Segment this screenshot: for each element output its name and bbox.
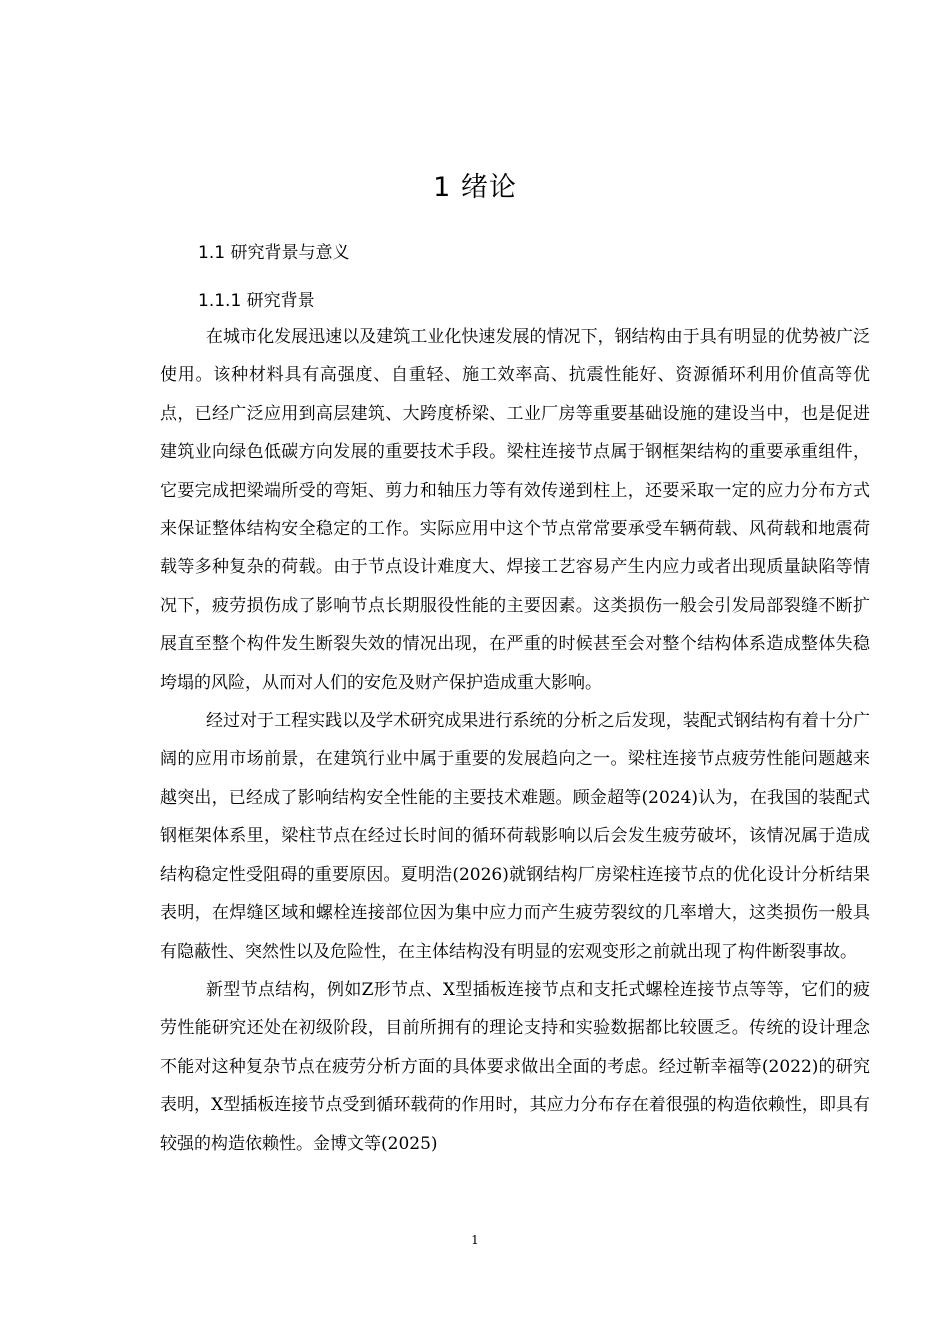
paragraph-engineering-analysis: 经过对于工程实践以及学术研究成果进行系统的分析之后发现，装配式钢结构有着十分广阔的应用市场前景，在建筑行业中属于重要的发展趋向之一。梁柱连接节点疲劳性能问题越来越突出，已经成了影响结构安全性能的主要技术难题。顾金超等(2024)认为，在我国的装配式钢框架体系里，梁柱节点在经过长时间的循环荷载影响以后会发生疲劳破坏，该情况属于造成结构稳定性受阻碍的重要原因。夏明浩(2026)就钢结构厂房梁柱连接节点的优化设计分析结果表明，在焊缝区域和螺栓连接部位因为集中应力而产生疲劳裂纹的几率增大，这类损伤一般具有隐蔽性、突然性以及危险性，在主体结构没有明显的宏观变形之前就出现了构件断裂事故。	[160, 711, 870, 962]
subsection-heading: 1.1.1 研究背景	[198, 291, 315, 311]
section-heading: 1.1 研究背景与意义	[198, 243, 350, 263]
paragraph-new-joint-structures: 新型节点结构，例如Z形节点、X型插板连接节点和支托式螺栓连接节点等等，它们的疲劳性能研究还处在初级阶段，目前所拥有的理论支持和实验数据都比较匮乏。传统的设计理念不能对这种复杂节点在疲劳分析方面的具体要求做出全面的考虑。经过靳幸福等(2022)的研究表明，X型插板连接节点受到循环载荷的作用时，其应力分布存在着很强的构造依赖性，即具有较强的构造依赖性。金博文等(2025)	[160, 979, 870, 1154]
paragraph-research-background: 在城市化发展迅速以及建筑工业化快速发展的情况下，钢结构由于具有明显的优势被广泛使用。该种材料具有高强度、自重轻、施工效率高、抗震性能好、资源循环利用价值高等优点，已经广泛应用到高层建筑、大跨度桥梁、工业厂房等重要基础设施的建设当中，也是促进建筑业向绿色低碳方向发展的重要技术手段。梁柱连接节点属于钢框架结构的重要承重组件，它要完成把梁端所受的弯矩、剪力和轴压力等有效传递到柱上，还要采取一定的应力分布方式来保证整体结构安全稳定的工作。实际应用中这个节点常常要承受车辆荷载、风荷载和地震荷载等多种复杂的荷载。由于节点设计难度大、焊接工艺容易产生内应力或者出现质量缺陷等情况下，疲劳损伤成了影响节点长期服役性能的主要因素。这类损伤一般会引发局部裂缝不断扩展直至整个构件发生断裂失效的情况出现，在严重的时候甚至会对整个结构体系造成整体失稳垮塌的风险，从而对人们的安危及财产保护造成重大影响。	[160, 327, 870, 693]
body-text	[160, 318, 870, 1163]
chapter-title: 1 绪论	[433, 172, 517, 203]
page-number: 1	[471, 1233, 479, 1247]
